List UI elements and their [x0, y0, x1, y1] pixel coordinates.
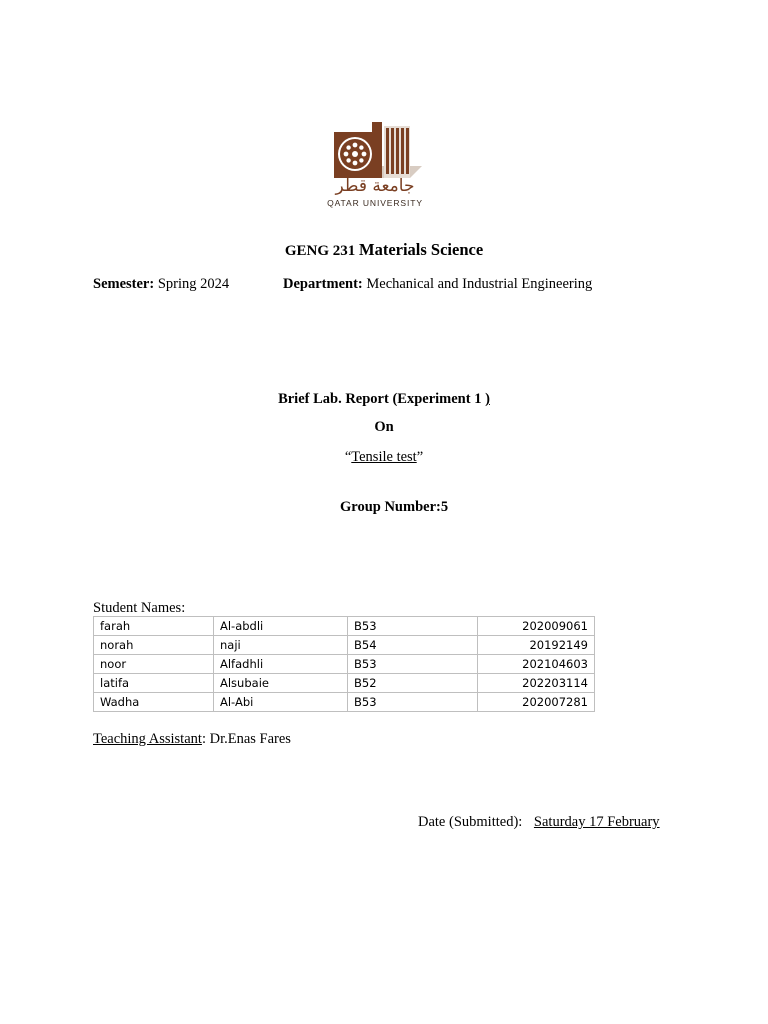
date-value: Saturday 17 February [533, 814, 660, 830]
student-last-name: naji [214, 636, 348, 655]
logo-english-text: QATAR UNIVERSITY [327, 198, 423, 208]
student-section: B53 [348, 693, 478, 712]
department-line [283, 276, 592, 293]
department-value: Mechanical and Industrial Engineering [366, 276, 593, 292]
semester-value: Spring 2024 [157, 276, 230, 292]
report-title [0, 391, 768, 408]
student-last-name: Alsubaie [214, 674, 348, 693]
student-section: B54 [348, 636, 478, 655]
student-table [93, 616, 595, 712]
student-section: B53 [348, 617, 478, 636]
student-last-name: Alfadhli [214, 655, 348, 674]
student-id: 202007281 [478, 693, 595, 712]
student-first-name: norah [94, 636, 214, 655]
student-id: 202104603 [478, 655, 595, 674]
student-first-name: Wadha [94, 693, 214, 712]
student-section: B53 [348, 655, 478, 674]
logo-arabic-text: جامعة قطر [335, 176, 415, 196]
table-row [94, 636, 595, 655]
table-row [94, 655, 595, 674]
table-row [94, 693, 595, 712]
student-names-label: Student Names: [93, 600, 186, 616]
course-title [0, 240, 768, 260]
date-label: Date (Submitted): [418, 814, 523, 830]
course-name: Materials Science [359, 240, 484, 259]
student-section: B52 [348, 674, 478, 693]
student-id: 20192149 [478, 636, 595, 655]
table-row [94, 674, 595, 693]
submission-date-line [418, 814, 660, 831]
department-label: Department: [283, 276, 363, 292]
student-last-name: Al-abdli [214, 617, 348, 636]
semester-label: Semester: [93, 276, 155, 292]
report-title-text: Brief Lab. Report (Experiment 1 [278, 391, 482, 407]
group-number: Group Number:5 [340, 499, 449, 515]
report-topic: Tensile test [351, 449, 417, 465]
student-last-name: Al-Abi [214, 693, 348, 712]
student-id: 202203114 [478, 674, 595, 693]
student-first-name: noor [94, 655, 214, 674]
semester-line [93, 276, 229, 293]
student-id: 202009061 [478, 617, 595, 636]
report-topic-line [0, 449, 768, 466]
report-title-close: ) [485, 391, 490, 407]
course-code: GENG 231 [284, 243, 356, 259]
teaching-assistant-label: Teaching Assistant [93, 731, 202, 747]
table-row [94, 617, 595, 636]
quote-close: ” [416, 449, 424, 465]
teaching-assistant-value: : Dr.Enas Fares [201, 731, 291, 747]
quote-open: “ [344, 449, 352, 465]
student-first-name: farah [94, 617, 214, 636]
teaching-assistant-line [93, 731, 291, 748]
student-first-name: latifa [94, 674, 214, 693]
report-on: On [374, 419, 394, 435]
